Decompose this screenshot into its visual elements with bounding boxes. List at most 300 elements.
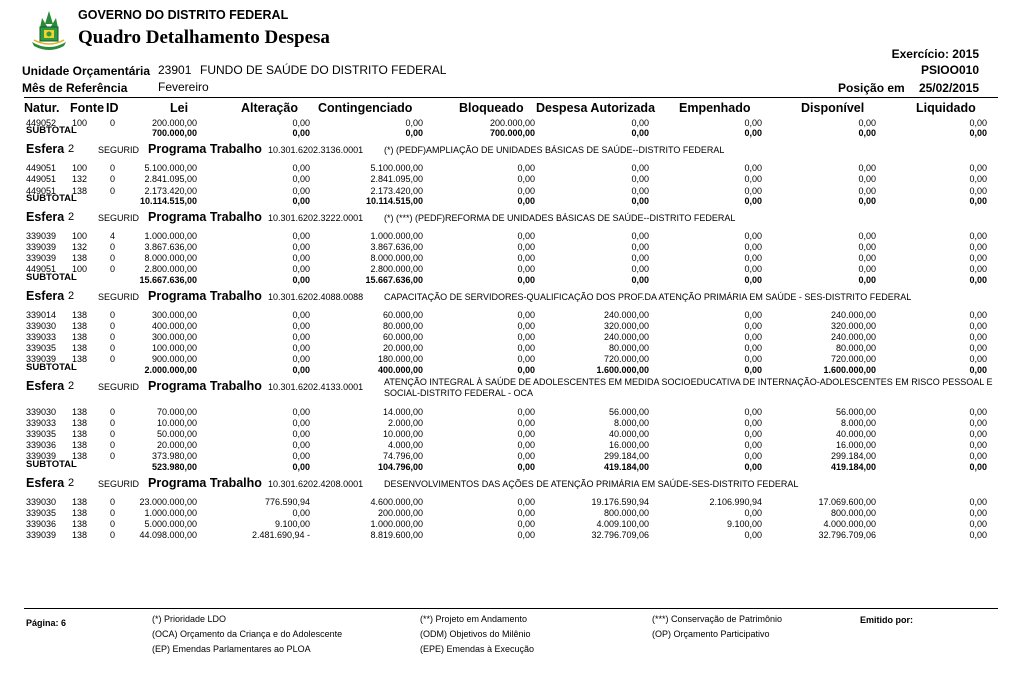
subtotal-disponivel: 419.184,00	[830, 461, 876, 472]
cell-fonte: 138	[72, 440, 88, 451]
cell-contingenciado: 2.841.095,00	[370, 174, 423, 185]
cell-lei: 70.000,00	[156, 406, 197, 417]
esfera-value: 2	[68, 289, 75, 302]
cell-lei: 5.000.000,00	[144, 519, 197, 529]
cell-empenhado: 9.100,00	[726, 519, 762, 529]
cell-despesa-autorizada: 240.000,00	[603, 332, 649, 342]
cell-bloqueado: 0,00	[517, 496, 535, 507]
esfera-label: Esfera	[26, 288, 65, 303]
subtotal-label: SUBTOTAL	[26, 125, 77, 137]
cell-liquidado: 0,00	[969, 417, 987, 428]
cell-empenhado: 0,00	[744, 343, 762, 354]
programa-header	[0, 142, 1029, 156]
cell-disponivel: 0,00	[858, 118, 876, 128]
cell-lei: 2.173.420,00	[144, 185, 197, 196]
programa-description: (*) (PEDF)AMPLIAÇÃO DE UNIDADES BÁSICAS DE SAÚDE--DISTRITO FEDERAL	[384, 145, 725, 156]
cell-id: 0	[110, 163, 116, 174]
cell-id: 0	[110, 185, 116, 196]
col-fonte: Fonte	[70, 101, 105, 115]
programa-header	[0, 289, 1029, 303]
cell-alteracao: 0,00	[292, 185, 310, 196]
cell-alteracao: 0,00	[292, 242, 310, 252]
programa-code: 10.301.6202.4133.0001	[268, 381, 364, 392]
cell-fonte: 100	[72, 163, 88, 174]
subtotal-lei: 523.980,00	[151, 461, 197, 472]
cell-disponivel: 4.000.000,00	[823, 519, 876, 529]
subtotal-contingenciado: 104.796,00	[377, 461, 423, 472]
cell-natur: 449051	[26, 174, 57, 185]
subtotal-liquidado: 0,00	[969, 195, 987, 206]
cell-id: 4	[110, 230, 116, 241]
cell-disponivel: 17.069.600,00	[818, 496, 876, 507]
cell-disponivel: 0,00	[858, 163, 876, 174]
cell-liquidado: 0,00	[969, 343, 987, 354]
cell-despesa-autorizada: 0,00	[631, 185, 649, 196]
cell-despesa-autorizada: 299.184,00	[603, 451, 649, 462]
cell-fonte: 100	[72, 230, 88, 241]
cell-bloqueado: 0,00	[517, 320, 535, 331]
subtotal-row	[0, 127, 1029, 139]
cell-fonte: 138	[72, 406, 88, 417]
cell-bloqueado: 0,00	[517, 332, 535, 342]
cell-alteracao: 9.100,00	[274, 519, 310, 529]
col-id: ID	[106, 101, 119, 115]
cell-lei: 10.000,00	[156, 417, 197, 428]
cell-fonte: 138	[72, 320, 88, 331]
programa-label: Programa Trabalho	[148, 475, 262, 490]
cell-id: 0	[110, 332, 116, 342]
cell-despesa-autorizada: 320.000,00	[603, 320, 649, 331]
cell-bloqueado: 0,00	[517, 519, 535, 529]
cell-liquidado: 0,00	[969, 163, 987, 174]
cell-alteracao: 0,00	[292, 343, 310, 354]
cell-id: 0	[110, 264, 116, 275]
esfera-value: 2	[68, 476, 75, 489]
note-oca: (OCA) Orçamento da Criança e do Adolescente	[152, 629, 343, 639]
cell-id: 0	[110, 496, 116, 507]
subtotal-contingenciado: 400.000,00	[377, 364, 423, 375]
cell-disponivel: 800.000,00	[830, 507, 876, 518]
cell-natur: 339030	[26, 496, 57, 507]
cell-disponivel: 299.184,00	[830, 451, 876, 462]
table-row	[0, 497, 1029, 509]
cell-fonte: 100	[72, 264, 88, 275]
cell-id: 0	[110, 343, 116, 354]
subtotal-empenhado: 0,00	[744, 274, 762, 285]
cell-empenhado: 0,00	[744, 451, 762, 462]
org-name: GOVERNO DO DISTRITO FEDERAL	[78, 8, 289, 22]
cell-alteracao: 0,00	[292, 118, 310, 128]
cell-natur: 339039	[26, 530, 57, 541]
col-liquidado: Liquidado	[916, 101, 976, 115]
cell-empenhado: 0,00	[744, 174, 762, 185]
table-row	[0, 332, 1029, 344]
col-alteracao: Alteração	[241, 101, 298, 115]
cell-bloqueado: 0,00	[517, 440, 535, 451]
report-title: Quadro Detalhamento Despesa	[78, 27, 330, 48]
cell-despesa-autorizada: 80.000,00	[608, 343, 649, 354]
cell-bloqueado: 0,00	[517, 530, 535, 541]
cell-empenhado: 0,00	[744, 230, 762, 241]
emitido-por: Emitido por:	[860, 615, 913, 625]
note-conservacao: (***) Conservação de Patrimônio	[652, 614, 783, 624]
subtotal-bloqueado: 0,00	[517, 364, 535, 375]
cell-fonte: 138	[72, 185, 88, 196]
unidade-code: 23901	[158, 63, 192, 77]
cell-fonte: 138	[72, 429, 88, 439]
cell-id: 0	[110, 429, 116, 439]
cell-disponivel: 240.000,00	[830, 332, 876, 342]
cell-fonte: 132	[72, 174, 88, 185]
cell-id: 0	[110, 242, 116, 252]
table-row	[0, 321, 1029, 333]
posicao-label: Posição em	[838, 81, 905, 95]
cell-liquidado: 0,00	[969, 253, 987, 264]
subtotal-bloqueado: 0,00	[517, 195, 535, 206]
cell-natur: 339039	[26, 242, 57, 252]
unidade-label: Unidade Orçamentária	[22, 64, 151, 78]
cell-lei: 20.000,00	[156, 440, 197, 451]
subtotal-alteracao: 0,00	[292, 364, 310, 375]
cell-contingenciado: 2.000,00	[387, 417, 423, 428]
subtotal-disponivel: 0,00	[858, 128, 876, 139]
cell-disponivel: 0,00	[858, 264, 876, 275]
table-row	[0, 519, 1029, 531]
subtotal-despesa-autorizada: 0,00	[631, 128, 649, 139]
cell-bloqueado: 0,00	[517, 253, 535, 264]
cell-empenhado: 0,00	[744, 309, 762, 320]
cell-id: 0	[110, 519, 116, 529]
cell-liquidado: 0,00	[969, 496, 987, 507]
cell-id: 0	[110, 309, 116, 320]
cell-lei: 300.000,00	[151, 309, 197, 320]
subtotal-alteracao: 0,00	[292, 274, 310, 285]
subtotal-bloqueado: 0,00	[517, 461, 535, 472]
cell-despesa-autorizada: 720.000,00	[603, 354, 649, 365]
cell-natur: 449052	[26, 118, 57, 128]
cell-empenhado: 0,00	[744, 118, 762, 128]
cell-alteracao: 0,00	[292, 354, 310, 365]
table-row	[0, 310, 1029, 322]
subtotal-despesa-autorizada: 419.184,00	[603, 461, 649, 472]
cell-lei: 44.098.000,00	[139, 530, 197, 541]
report-footer	[0, 614, 1029, 664]
cell-empenhado: 0,00	[744, 429, 762, 439]
cell-empenhado: 0,00	[744, 507, 762, 518]
cell-natur: 449051	[26, 264, 57, 275]
cell-empenhado: 2.106.990,94	[709, 496, 762, 507]
cell-bloqueado: 0,00	[517, 406, 535, 417]
cell-disponivel: 32.796.709,06	[818, 530, 876, 541]
mes-label: Mês de Referência	[22, 81, 128, 95]
col-despesa-autorizada: Despesa Autorizada	[536, 101, 656, 115]
cell-empenhado: 0,00	[744, 417, 762, 428]
cell-fonte: 138	[72, 343, 88, 354]
cell-alteracao: 0,00	[292, 253, 310, 264]
subtotal-disponivel: 0,00	[858, 195, 876, 206]
subtotal-lei: 700.000,00	[151, 128, 197, 139]
cell-contingenciado: 14.000,00	[382, 406, 423, 417]
cell-liquidado: 0,00	[969, 185, 987, 196]
cell-lei: 23.000.000,00	[139, 496, 197, 507]
subtotal-contingenciado: 10.114.515,00	[365, 195, 423, 206]
cell-fonte: 138	[72, 451, 88, 462]
cell-natur: 339030	[26, 406, 57, 417]
cell-id: 0	[110, 174, 116, 185]
cell-alteracao: 0,00	[292, 309, 310, 320]
subtotal-empenhado: 0,00	[744, 461, 762, 472]
cell-alteracao: 0,00	[292, 440, 310, 451]
cell-disponivel: 56.000,00	[835, 406, 876, 417]
subtotal-liquidado: 0,00	[969, 364, 987, 375]
page-number: Página: 6	[26, 618, 67, 628]
cell-alteracao: 776.590,94	[264, 496, 310, 507]
esfera-value: 2	[68, 143, 75, 156]
cell-contingenciado: 3.867.636,00	[370, 242, 423, 252]
subtotal-liquidado: 0,00	[969, 461, 987, 472]
cell-natur: 339035	[26, 343, 57, 354]
cell-id: 0	[110, 417, 116, 428]
cell-liquidado: 0,00	[969, 264, 987, 275]
cell-bloqueado: 0,00	[517, 230, 535, 241]
cell-natur: 449051	[26, 163, 57, 174]
subtotal-row	[0, 271, 1029, 286]
cell-contingenciado: 2.173.420,00	[370, 185, 423, 196]
cell-contingenciado: 180.000,00	[377, 354, 423, 365]
cell-lei: 373.980,00	[151, 451, 197, 462]
programa-header	[0, 476, 1029, 490]
cell-fonte: 138	[72, 530, 88, 541]
subtotal-lei: 2.000.000,00	[144, 364, 197, 375]
subtotal-contingenciado: 0,00	[405, 128, 423, 139]
cell-despesa-autorizada: 0,00	[631, 264, 649, 275]
cell-contingenciado: 1.000.000,00	[370, 230, 423, 241]
cell-liquidado: 0,00	[969, 332, 987, 342]
programa-label: Programa Trabalho	[148, 288, 262, 303]
cell-alteracao: 0,00	[292, 264, 310, 275]
cell-alteracao: 0,00	[292, 417, 310, 428]
cell-natur: 449051	[26, 185, 57, 196]
exercicio: Exercício: 2015	[891, 47, 979, 61]
cell-lei: 1.000.000,00	[144, 230, 197, 241]
cell-bloqueado: 0,00	[517, 309, 535, 320]
cell-fonte: 138	[72, 507, 88, 518]
cell-id: 0	[110, 451, 116, 462]
cell-contingenciado: 200.000,00	[377, 507, 423, 518]
cell-empenhado: 0,00	[744, 185, 762, 196]
cell-empenhado: 0,00	[744, 253, 762, 264]
cell-liquidado: 0,00	[969, 530, 987, 541]
cell-despesa-autorizada: 32.796.709,06	[591, 530, 649, 541]
subtotal-label: SUBTOTAL	[26, 192, 77, 204]
cell-despesa-autorizada: 240.000,00	[603, 309, 649, 320]
col-bloqueado: Bloqueado	[459, 101, 524, 115]
cell-alteracao: 0,00	[292, 163, 310, 174]
cell-liquidado: 0,00	[969, 118, 987, 128]
cell-despesa-autorizada: 0,00	[631, 163, 649, 174]
cell-fonte: 138	[72, 496, 88, 507]
subtotal-contingenciado: 15.667.636,00	[365, 274, 423, 285]
cell-liquidado: 0,00	[969, 519, 987, 529]
note-epe: (EPE) Emendas à Execução	[420, 644, 535, 654]
cell-id: 0	[110, 354, 116, 365]
subtotal-alteracao: 0,00	[292, 461, 310, 472]
subtotal-label: SUBTOTAL	[26, 271, 77, 283]
cell-bloqueado: 0,00	[517, 264, 535, 275]
cell-id: 0	[110, 507, 116, 518]
cell-disponivel: 0,00	[858, 174, 876, 185]
programa-label: Programa Trabalho	[148, 378, 262, 393]
cell-natur: 339039	[26, 451, 57, 462]
cell-disponivel: 80.000,00	[835, 343, 876, 354]
cell-despesa-autorizada: 8.000,00	[613, 417, 649, 428]
programa-description: CAPACITAÇÃO DE SERVIDORES-QUALIFICAÇÃO DOS PROF.DA ATENÇÃO PRIMÁRIA EM SAÚDE - SES-DISTRITO FEDERAL	[384, 291, 912, 302]
subtotal-bloqueado: 700.000,00	[489, 128, 535, 139]
cell-despesa-autorizada: 40.000,00	[608, 429, 649, 439]
cell-id: 0	[110, 530, 116, 541]
cell-id: 0	[110, 253, 116, 264]
cell-despesa-autorizada: 0,00	[631, 242, 649, 252]
cell-fonte: 132	[72, 242, 88, 252]
table-row	[0, 407, 1029, 419]
cell-natur: 339036	[26, 519, 57, 529]
cell-fonte: 138	[72, 519, 88, 529]
subtotal-row	[0, 192, 1029, 207]
cell-disponivel: 0,00	[858, 253, 876, 264]
cell-contingenciado: 60.000,00	[382, 309, 423, 320]
esfera-value: 2	[68, 379, 75, 392]
cell-lei: 1.000.000,00	[144, 507, 197, 518]
cell-empenhado: 0,00	[744, 163, 762, 174]
col-contingenciado: Contingenciado	[318, 101, 413, 115]
cell-lei: 2.841.095,00	[144, 174, 197, 185]
cell-natur: 339039	[26, 354, 57, 365]
cell-empenhado: 0,00	[744, 530, 762, 541]
subtotal-despesa-autorizada: 0,00	[631, 274, 649, 285]
subtotal-bloqueado: 0,00	[517, 274, 535, 285]
cell-fonte: 138	[72, 332, 88, 342]
cell-fonte: 138	[72, 253, 88, 264]
cell-liquidado: 0,00	[969, 230, 987, 241]
cell-disponivel: 720.000,00	[830, 354, 876, 365]
cell-natur: 339035	[26, 507, 57, 518]
cell-natur: 339030	[26, 320, 57, 331]
cell-contingenciado: 74.796,00	[382, 451, 423, 462]
programa-header	[0, 376, 1029, 398]
cell-liquidado: 0,00	[969, 507, 987, 518]
col-natur: Natur.	[24, 101, 60, 115]
cell-disponivel: 0,00	[858, 230, 876, 241]
esfera-label: Esfera	[26, 378, 65, 393]
table-row	[0, 440, 1029, 452]
subtotal-disponivel: 1.600.000,00	[823, 364, 876, 375]
cell-despesa-autorizada: 0,00	[631, 174, 649, 185]
cell-fonte: 100	[72, 118, 88, 128]
cell-lei: 100.000,00	[151, 343, 197, 354]
cell-bloqueado: 0,00	[517, 354, 535, 365]
cell-contingenciado: 4.600.000,00	[370, 496, 423, 507]
subtotal-lei: 15.667.636,00	[139, 274, 197, 285]
note-prioridade-ldo: (*) Prioridade LDO	[152, 614, 227, 624]
subtotal-despesa-autorizada: 1.600.000,00	[596, 364, 649, 375]
cell-disponivel: 320.000,00	[830, 320, 876, 331]
note-ep: (EP) Emendas Parlamentares ao PLOA	[152, 644, 311, 654]
cell-contingenciado: 20.000,00	[382, 343, 423, 354]
table-row	[0, 231, 1029, 243]
cell-alteracao: 0,00	[292, 507, 310, 518]
programa-description: DESENVOLVIMENTOS DAS AÇÕES DE ATENÇÃO PRIMÁRIA EM SAÚDE-SES-DISTRITO FEDERAL	[384, 478, 799, 489]
cell-alteracao: 0,00	[292, 230, 310, 241]
report-code: PSIOO010	[920, 63, 979, 77]
cell-natur: 339014	[26, 309, 57, 320]
cell-despesa-autorizada: 56.000,00	[608, 406, 649, 417]
cell-empenhado: 0,00	[744, 320, 762, 331]
subtotal-empenhado: 0,00	[744, 195, 762, 206]
mes-value: Fevereiro	[158, 80, 209, 94]
cell-disponivel: 16.000,00	[835, 440, 876, 451]
cell-contingenciado: 8.819.600,00	[370, 530, 423, 541]
subtotal-empenhado: 0,00	[744, 128, 762, 139]
cell-lei: 900.000,00	[151, 354, 197, 365]
cell-fonte: 138	[72, 354, 88, 365]
table-row	[0, 418, 1029, 430]
cell-bloqueado: 0,00	[517, 163, 535, 174]
cell-alteracao: 0,00	[292, 332, 310, 342]
cell-natur: 339033	[26, 332, 57, 342]
cell-liquidado: 0,00	[969, 242, 987, 252]
cell-alteracao: 0,00	[292, 451, 310, 462]
cell-lei: 5.100.000,00	[144, 163, 197, 174]
cell-liquidado: 0,00	[969, 320, 987, 331]
cell-liquidado: 0,00	[969, 354, 987, 365]
esfera-label: Esfera	[26, 142, 65, 157]
cell-bloqueado: 0,00	[517, 507, 535, 518]
cell-natur: 339035	[26, 429, 57, 439]
programa-description: ATENÇÃO INTEGRAL À SAÚDE DE ADOLESCENTES EM MEDIDA SOCIOEDUCATIVA DE INTERNAÇÃO-ADOLESCENTES EM RISCO PESSOAL E SOCIAL-DISTRITO FEDERAL - OCA	[384, 376, 993, 398]
seg-code: SEGURID	[98, 145, 140, 156]
programa-code: 10.301.6202.4208.0001	[268, 478, 364, 489]
cell-id: 0	[110, 320, 116, 331]
cell-alteracao: 0,00	[292, 174, 310, 185]
cell-alteracao: 0,00	[292, 406, 310, 417]
programa-description: (*) (***) (PEDF)REFORMA DE UNIDADES BÁSICAS DE SAÚDE--DISTRITO FEDERAL	[384, 212, 736, 223]
table-row	[0, 253, 1029, 265]
unidade-name: FUNDO DE SAÚDE DO DISTRITO FEDERAL	[200, 63, 447, 77]
cell-lei: 200.000,00	[151, 118, 197, 128]
cell-id: 0	[110, 406, 116, 417]
seg-code: SEGURID	[98, 212, 140, 223]
table-row	[0, 530, 1029, 542]
cell-disponivel: 8.000,00	[840, 417, 876, 428]
seg-code: SEGURID	[98, 291, 140, 302]
cell-disponivel: 0,00	[858, 185, 876, 196]
subtotal-empenhado: 0,00	[744, 364, 762, 375]
col-lei: Lei	[170, 101, 189, 115]
cell-empenhado: 0,00	[744, 354, 762, 365]
cell-contingenciado: 60.000,00	[382, 332, 423, 342]
cell-contingenciado: 0,00	[405, 118, 423, 128]
subtotal-despesa-autorizada: 0,00	[631, 195, 649, 206]
programa-code: 10.301.6202.3222.0001	[268, 212, 364, 223]
cell-disponivel: 40.000,00	[835, 429, 876, 439]
cell-despesa-autorizada: 19.176.590,94	[591, 496, 649, 507]
cell-disponivel: 240.000,00	[830, 309, 876, 320]
cell-contingenciado: 5.100.000,00	[370, 163, 423, 174]
cell-despesa-autorizada: 0,00	[631, 230, 649, 241]
cell-empenhado: 0,00	[744, 264, 762, 275]
cell-alteracao: 2.481.690,94 -	[251, 530, 310, 541]
esfera-value: 2	[68, 210, 75, 223]
